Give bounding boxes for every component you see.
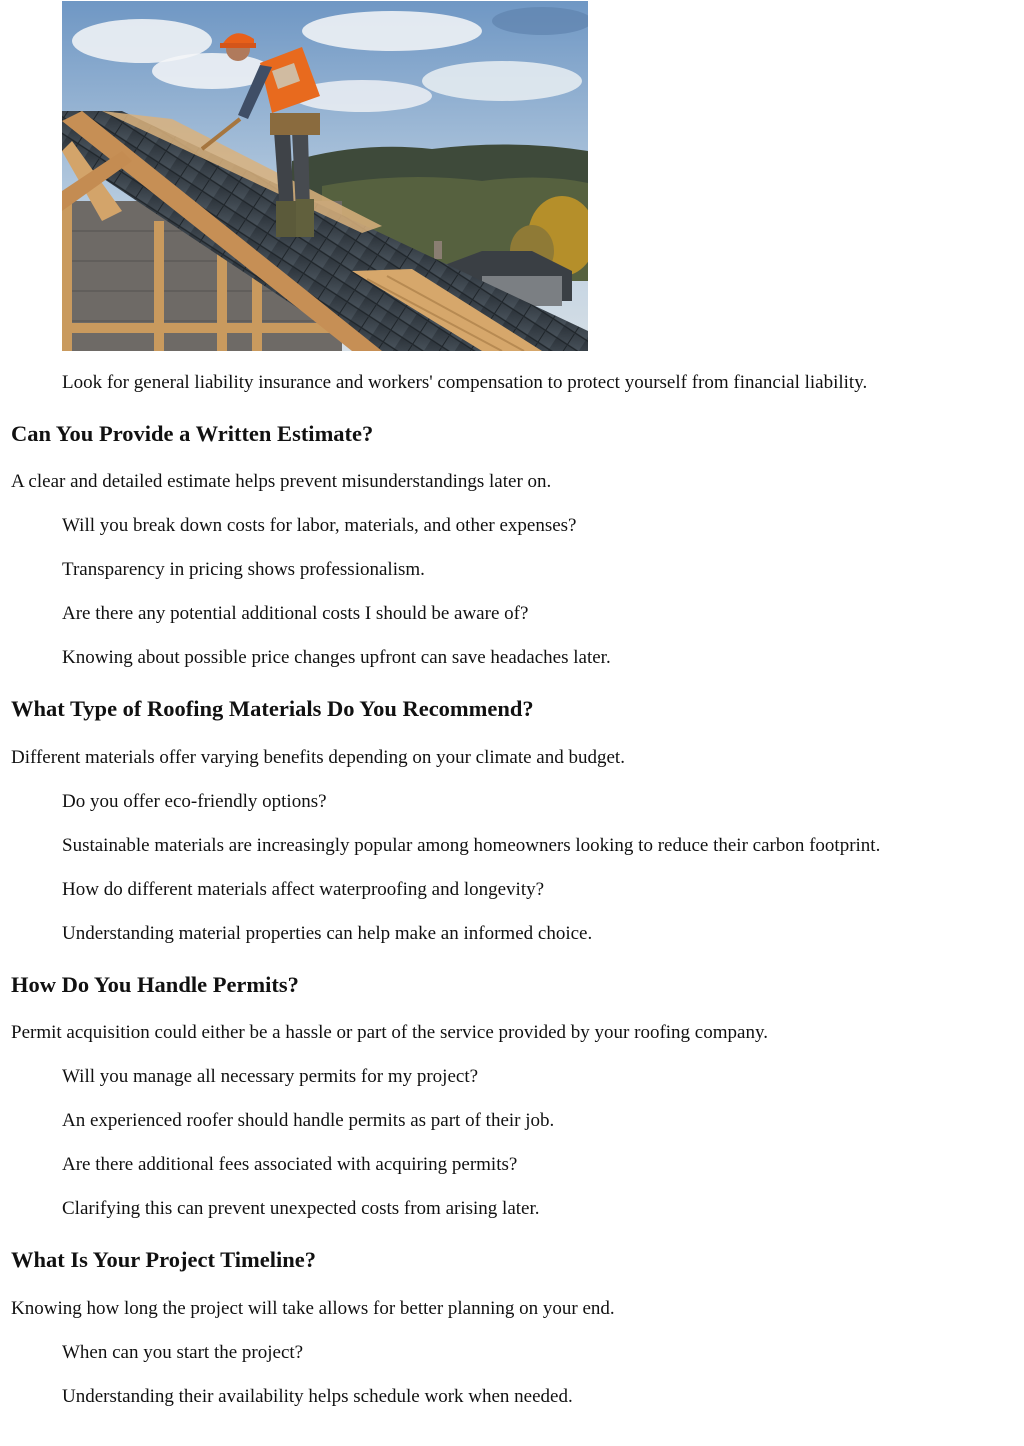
heading-roofing-materials: What Type of Roofing Materials Do You Recommend? <box>11 696 534 721</box>
roofer-on-roof-photo-icon <box>62 1 588 351</box>
permits-intro: Permit acquisition could either be a hassle or part of the service provided by your roofing company. <box>11 1022 768 1043</box>
estimate-question-1: Will you break down costs for labor, materials, and other expenses? <box>62 515 577 536</box>
permits-answer-1: An experienced roofer should handle permits as part of their job. <box>62 1110 555 1131</box>
permits-question-2: Are there additional fees associated with acquiring permits? <box>62 1154 518 1175</box>
materials-question-1: Do you offer eco-friendly options? <box>62 791 327 812</box>
materials-question-2: How do different materials affect waterproofing and longevity? <box>62 879 545 900</box>
timeline-question-1: When can you start the project? <box>62 1342 304 1363</box>
estimate-answer-1: Transparency in pricing shows professionalism. <box>62 559 425 580</box>
insurance-note: Look for general liability insurance and workers' compensation to protect yourself from financial liability. <box>62 372 868 393</box>
permits-answer-2: Clarifying this can prevent unexpected costs from arising later. <box>62 1198 540 1219</box>
heading-written-estimate: Can You Provide a Written Estimate? <box>11 421 374 446</box>
roofer-photo <box>62 1 588 351</box>
timeline-answer-1: Understanding their availability helps schedule work when needed. <box>62 1386 573 1407</box>
materials-answer-1: Sustainable materials are increasingly popular among homeowners looking to reduce their carbon footprint. <box>62 835 881 856</box>
materials-intro: Different materials offer varying benefits depending on your climate and budget. <box>11 747 625 768</box>
timeline-intro: Knowing how long the project will take allows for better planning on your end. <box>11 1298 615 1319</box>
estimate-intro: A clear and detailed estimate helps prevent misunderstandings later on. <box>11 471 552 492</box>
materials-answer-2: Understanding material properties can help make an informed choice. <box>62 923 593 944</box>
permits-question-1: Will you manage all necessary permits for my project? <box>62 1066 479 1087</box>
estimate-question-2: Are there any potential additional costs I should be aware of? <box>62 603 529 624</box>
heading-permits: How Do You Handle Permits? <box>11 972 299 997</box>
estimate-answer-2: Knowing about possible price changes upfront can save headaches later. <box>62 647 611 668</box>
heading-project-timeline: What Is Your Project Timeline? <box>11 1247 316 1272</box>
